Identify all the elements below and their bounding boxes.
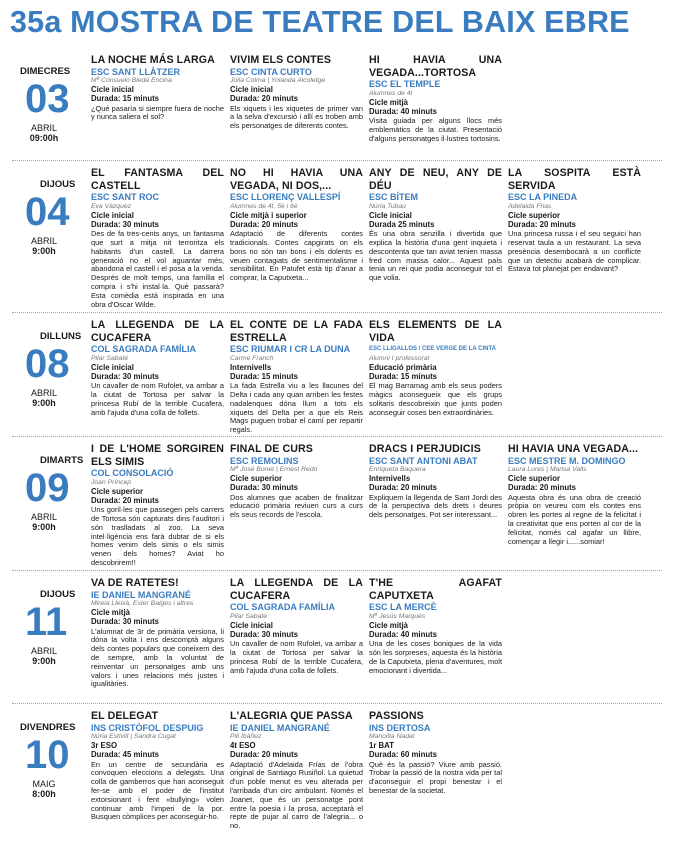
event-author: Mª Jesús Marqués [369,612,426,620]
event-duration: Durada: 45 minuts [91,750,160,760]
event-title: VIVIM ELS CONTES [230,54,332,66]
event-school: INS DERTOSA [369,722,431,733]
day-month: ABRIL [30,512,57,522]
day-number: 10 [25,733,70,777]
event-card [369,319,502,417]
event-school: COL CONSOLACIÓ [91,468,174,479]
event-description: El mag Barramag amb els seus poders màgics aconsegueix que els grups solitaris descobreixin que junts poden aconseguir coses ben extraordinàries. [369,381,502,417]
event-author: Manolita Nadal [369,733,415,740]
event-description: Una de les coses boniques de la vida són les sorpreses, aquesta és la història de la Caputxeta, plena d'aventures, molt emocionant i divertida... [369,639,502,675]
day-time: 9:00h [32,398,56,408]
day-number: 03 [25,77,70,121]
day-number: 08 [25,342,70,386]
event-school: ESC LA MERCÈ [369,602,437,613]
event-card [230,319,363,435]
day-number: 04 [25,190,70,234]
event-author: Pilar Sabaté [91,354,129,362]
event-level: Cicle inicial [230,85,273,95]
event-card [369,54,502,144]
event-school: INS CRISTÒFOL DESPUIG [91,722,204,733]
day-name: DIMARTS [40,455,84,466]
event-description: Els xiquets i les xiquetes de primer van a la selva d'excursió i allí es troben amb els personatges de diferents contes. [230,103,363,131]
event-duration: Durada: 30 minuts [230,483,299,493]
event-card [369,710,502,796]
event-level: 4t ESO [230,741,256,751]
event-title: LA LLEGENDA DE LA CUCAFERA [230,577,363,602]
event-school: COL SAGRADA FAMÍLIA [230,602,335,613]
event-title: VA DE RATETES! [91,577,179,589]
event-duration: Durada: 60 minuts [369,750,438,760]
event-title: FINAL DE CURS [230,443,313,455]
day-month: ABRIL [30,388,57,398]
event-card [369,443,502,520]
event-card [91,319,224,417]
event-duration: Durada: 30 minuts [91,372,160,381]
event-level: Cicle superior [508,210,560,220]
day-block [0,577,88,677]
event-level: Cicle inicial [91,210,134,220]
event-card [230,443,363,520]
event-author: Enriqueta Baquera [369,466,426,473]
event-title: HI HAVIA UNA VEGADA... [508,443,639,455]
day-block [0,443,88,543]
event-school: ESC REMOLINS [230,455,299,466]
event-duration: Durada: 20 minuts [230,94,299,104]
event-author: Núria Estivill | Sandra Cugat [91,733,176,740]
row-divider [12,570,662,571]
day-name: DIJOUS [40,179,76,190]
event-title: DRACS I PERJUDICIS [369,443,481,455]
event-duration: Durada: 30 minuts [230,630,299,639]
event-description: És una obra senzilla i divertida que explica la història d'una gent inquieta i descontenta que tan aviat tenien massa fred com massa calor... Aquest país tenia un rei que podia aconseguir tot el que volia. [369,229,502,283]
event-level: Cicle mitjà i superior [230,210,307,220]
event-level: Cicle superior [508,474,560,484]
day-time: 9:00h [32,522,56,532]
event-description: La fada Estrella viu a les llacunes del Delta i cada any quan arriben les festes nadalenques dóna llum a tots els xiquets del Delta per a que els Reis Mags puguen trobar el camí per repartir regals. [230,381,363,435]
event-level: Cicle inicial [91,362,134,372]
event-author: Júlia Colma | Yolanda Alcoletge [230,77,326,84]
event-card [230,577,363,675]
day-number: 09 [25,466,70,510]
event-duration: Durada: 20 minuts [230,750,299,760]
event-author: Núria Tubau [369,202,406,210]
event-title: EL CONTE DE LA FADA ESTRELLA [230,319,363,344]
event-school: ESC LLIGALLOS / CEE VERGE DE LA CINTA [369,346,497,353]
event-card [369,577,502,675]
day-block [0,54,88,154]
event-duration: Durada: 15 minuts [230,372,299,381]
event-level: 3r ESO [91,741,118,751]
day-month: ABRIL [30,123,57,133]
event-school: ESC LLORENÇ VALLESPÍ [230,192,341,203]
event-title: HI HAVIA UNA VEGADA...TORTOSA [369,54,502,79]
event-level: Cicle mitjà [369,620,408,630]
event-school: ESC SANT ANTONI ABAT [369,455,478,466]
event-author: Mª Consuelo Bleda Encina [91,77,172,84]
event-description: Dos alumnes que acaben de finalitzar educació primària reviuen curs a curs els seus records de l'escola. [230,492,363,520]
event-title: I DE L'HOME SORGIREN ELS SIMIS [91,443,224,468]
event-title: ELS ELEMENTS DE LA VIDA [369,319,502,344]
event-author: Alumnes de 4t, 5è i 6è [230,202,298,210]
event-author: Pili Ibáñez [230,733,262,740]
event-description: Un cavaller de nom Rufolet, va arribar a la ciutat de Tortosa per salvar la princesa Rubí de la terrible Cucafera, amb l'ajuda d'una colla de follets. [91,381,224,417]
event-description: En un centre de secundària es convoquen eleccions a delegats. Una colla de gamberros que han aconseguit fer-se amb el poder de l'institut extorsionant i fent «bullying» volen continuar amb l'imperi de la por. Busquen còmplices per aconseguir-ho. [91,759,224,822]
event-level: Cicle inicial [230,620,273,630]
event-duration: Durada: 20 minuts [508,483,577,493]
event-title: T'HE AGAFAT CAPUTXETA [369,577,502,602]
event-description: L'alumnat de 3r de primària versiona, li dóna la volta i ens descomptà alguns dels contes populars que coneixem des de sempre, amb la voluntat de reinventar un personatges amb uns valors i unes relacions més justes i igualitàries. [91,626,224,689]
day-month: ABRIL [30,236,57,246]
day-name: DIMECRES [20,66,71,77]
event-duration: Durada: 15 minuts [91,94,160,104]
day-month: MAIG [32,779,56,789]
event-description: Adaptació d'Adelaida Frías de l'obra original de Santiago Rusiñol. La quietud d'un poble menut es veu alterada per l'arribada d'un circ ambulant. Només el Joanet, que és un personatge pont entre la poesia i la prosa, acceptarà el repte de pujar al carro de l'alegria... o no. [230,759,363,831]
event-card [508,443,641,546]
day-time: 8:00h [32,789,56,799]
event-school: ESC BÍTEM [369,192,419,203]
event-author: Mireia Lleixà, Ester Balges i altres [91,600,194,607]
day-time: 9:00h [32,656,56,666]
day-time: 9:00h [32,246,56,256]
event-title: LA LLEGENDA DE LA CUCAFERA [91,319,224,344]
event-title: LA NOCHE MÁS LARGA [91,54,215,66]
event-card [91,443,224,568]
event-duration: Durada: 20 minuts [369,483,438,493]
day-block [0,710,88,810]
day-name: DIJOUS [40,589,76,600]
event-author: Pilar Sabaté [230,612,268,620]
day-name: DIVENDRES [20,722,76,733]
event-card [91,54,224,122]
event-card [508,167,641,274]
event-duration: Durada 25 minuts [369,220,435,229]
event-title: ANY DE NEU, ANY DE DÉU [369,167,502,192]
event-level: Cicle inicial [91,85,134,95]
event-school: ESC EL TEMPLE [369,79,441,90]
event-duration: Durada: 40 minuts [369,107,438,116]
event-level: Cicle mitjà [91,608,130,618]
event-description: Des de fa tres-cents anys, un fantasma que surt a mitja nit terroritza els habitants d'un castell. La darrera generació no el vol aguantar més, abandona el castell i el posa a la venda. Després de molt temps, una família el compra i s'hi instal·la. Què passarà? Esta comèdia està inspirada en una obra d'Oscar Wilde. [91,229,224,309]
row-divider [12,436,662,437]
event-school: ESC SANT LLÀTZER [91,66,180,77]
event-description: Expliquem la llegenda de Sant Jordi des de la perspectiva dels drets i deures dels personatges. Pot ser interessant... [369,492,502,520]
day-name: DILLUNS [40,331,82,342]
event-description: Què és la passió? Viure amb passió. Trobar la passió de la nostra vida per tal d'aconseguir el propi benestar i el benestar de la societat. [369,759,502,795]
event-author: Mª José Bonet | Ernest Redó [230,466,318,473]
event-title: NO HI HAVIA UNA VEGADA, NI DOS,... [230,167,363,192]
event-school: ESC MESTRE M. DOMINGO [508,455,626,466]
event-duration: Durada: 20 minuts [91,496,160,505]
event-description: Visita guiada per alguns llocs més emblemàtics de la ciutat. Presentació d'alguns personatges il·lustres tortosins. [369,116,502,143]
event-duration: Durada: 30 minuts [91,617,160,627]
event-duration: Durada: 30 minuts [91,220,160,229]
event-duration: Durada: 40 minuts [369,630,438,639]
event-author: Carme Franch [230,354,274,362]
day-block [0,319,88,419]
event-description: Uns goril·les que passegen pels carrers de Tortosa són capturats dins l'auditori i són traslladats al zoo. La seva intel·ligència ens farà dubtar de si els homes venim dels simis o els simis venen dels homes? Aviat ho descobrirem!! [91,505,224,567]
event-level: Internivells [369,474,411,484]
event-title: EL DELEGAT [91,710,159,722]
event-title: PASSIONS [369,710,424,722]
event-level: Cicle superior [91,486,143,496]
event-duration: Durada: 20 minuts [508,220,577,229]
event-title: L'ALEGRIA QUE PASSA [230,710,353,722]
event-author: Eva Vázquez [91,202,132,210]
day-number: 11 [25,600,68,644]
event-description: Una princesa russa i el seu seguici han reservat taula a un restaurant. La seva presència desembocarà a un conflicte que un detectiu acabarà de complicar. Estava tot planejat per endavant? [508,229,641,274]
event-school: IE DANIEL MANGRANÉ [230,722,330,733]
event-school: ESC RIUMAR I CR LA DUNA [230,344,351,355]
event-description: ¿Qué pasaría si siempre fuera de noche y nunca saliera el sol? [91,103,224,122]
event-description: Un cavaller de nom Rufolet, va arribar a la ciutat de Tortosa per salvar la princesa Rubí de la terrible Cucafera, amb l'ajuda d'una colla de follets. [230,639,363,675]
row-divider [12,703,662,704]
event-school: ESC SANT ROC [91,192,160,203]
day-block [0,167,88,267]
event-card [230,54,363,131]
event-description: Adaptació de diferents contes tradicionals. Contes capgirats on els bons no són tan bons i els dolents es veuen contagiats de sentimentalisme i sensibilitat. En Patufet està tip d'anar a comprar, la Caputxeta... [230,229,363,283]
event-school: ESC CINTA CURTO [230,66,312,77]
event-title: LA SOSPITA ESTÀ SERVIDA [508,167,641,192]
event-duration: Durada: 15 minuts [369,372,438,381]
event-card [230,710,363,831]
event-level: Cicle mitjà [369,97,408,107]
event-level: Educació primària [369,362,437,372]
event-level: Cicle superior [230,474,282,484]
event-level: Internivells [230,362,272,372]
event-card [369,167,502,283]
row-divider [12,160,662,161]
event-author: Joan Príncep [91,478,132,486]
event-author: Alumni I professorat [369,354,430,362]
event-description: Aquesta obra és una obra de creació pròpia on veureu com els contes ens obren les portes al regne de la felicitat i la creativitat que ens porten al cor de la felicitat, només cal agafar un llibre, començar a llegir i......somiar! [508,492,641,546]
event-school: IE DANIEL MANGRANÉ [91,589,191,600]
day-time: 09:00h [29,133,59,143]
event-author: Alumnes de 4t [369,89,413,97]
page-title: 35a MOSTRA DE TEATRE DEL BAIX EBRE [10,5,630,39]
event-card [91,710,224,822]
event-level: Cicle inicial [369,210,412,220]
event-school: COL SAGRADA FAMÍLIA [91,344,196,355]
event-author: Laura Lores | Marisa Valls [508,466,587,473]
event-school: ESC LA PINEDA [508,192,578,203]
event-title: EL FANTASMA DEL CASTELL [91,167,224,192]
event-author: Adelaida Frias [508,202,552,210]
event-card [91,577,224,689]
event-card [91,167,224,309]
event-level: 1r BAT [369,741,394,751]
event-card [230,167,363,283]
row-divider [12,312,662,313]
event-duration: Durada: 20 minuts [230,220,299,229]
day-month: ABRIL [30,646,57,656]
